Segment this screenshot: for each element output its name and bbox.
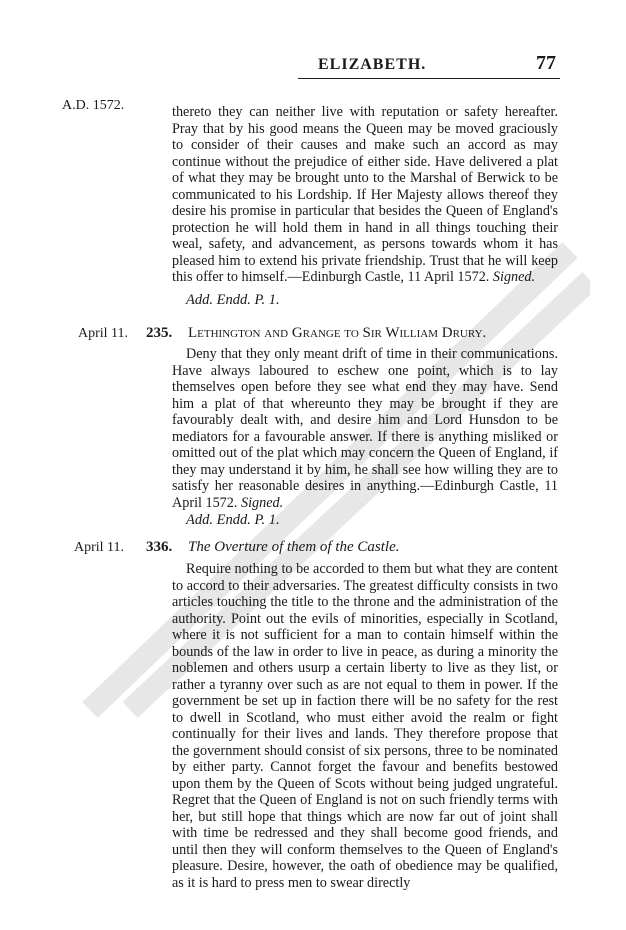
margin-year: A.D. 1572. (62, 98, 125, 113)
margin-date-235: April 11. (78, 326, 129, 341)
entry-body-235: Deny that they only meant drift of time in their communications. Have always laboured to eschew one point, which is to lay themselves open before they see what end they may have. Send him a plat of that whereunto they may be brought if they are favourably dealt with, and desire him and Lord Hunsdon to be mediators for a favourable answer. If there is anything misliked or omitted out of the plat which may concern the Queen of England, if they may understand it by him, he shall see how willing they are to satisfy her reasonable desires in anything.—Edinburgh Castle, 11 April 1572. (172, 346, 558, 511)
entry-body-336: Require nothing to be accorded to them but what they are content to accord to their adversaries. The greatest difficulty consists in two articles touching the title to the throne and the administration of the authority. Point out the evils of minorities, especially in Scotland, where it is not sufficient for a man to contain himself within the bounds of the law in order to live in peace, as during a minority the noblemen and others usurp a certain liberty to live as they list, or rather a tyranny over such as are not equal to them in power. If the government be set up in faction there will be no safety for the rest to dwell in Scotland, who must either avoid the realm or fight continually for their lives and lands. They therefore propose that the government should consist of six persons, three to be nominated by either party. Cannot forget the favour and benefits bestowed upon them by the Queen of Scots without being judged ungrateful. Regret that the Queen of England is not on such friendly terms with her, but still hope that things which are now far out of joint shall with time be redressed and they shall become good friends, and until then they will conform themselves to the Queen of England's pleasure. Desire, however, the oath of obedience may be qualified, as it is hard to press men to swear directly (172, 561, 558, 891)
header-rule (298, 78, 560, 79)
previous-entry-body: thereto they can neither live with reputation or safety hereafter. Pray that by his good means the Queen may be moved graciously to consider of their causes and make such an accord as may continue without the prejudice of either side. Have delivered a plat of what they may be brought unto to the Marshal of Berwick to be communicated to his Lordship. If Her Majesty allows thereof they desire his promise in particular that besides the Queen of England's protection he will hold them in hand in all things touching their weal, safety, and advancement, as persons towards whom it has pleased him to extend his private friendship. Trust that he will keep this offer to himself.—Edinburgh Castle, 11 April 1572. (172, 104, 558, 285)
entry-number-235: 235. (146, 325, 173, 341)
running-head: ELIZABETH. (318, 56, 427, 73)
entry-text-336 (172, 561, 558, 921)
previous-entry-signed: Signed. (492, 269, 536, 285)
entry-title-235: Lethington and Grange to Sir William Drury. (188, 325, 487, 341)
page-number: 77 (536, 52, 556, 74)
previous-entry-endorsement: Add. Endd. P. 1. (186, 292, 280, 308)
previous-entry-text (172, 104, 558, 290)
entry-endorsement-235: Add. Endd. P. 1. (186, 512, 280, 528)
entry-signed-235: Signed. (240, 494, 284, 511)
entry-text-235 (172, 346, 558, 511)
margin-date-336: April 11. (74, 540, 125, 555)
entry-title-336: The Overture of them of the Castle. (188, 539, 400, 555)
entry-number-336: 336. (146, 539, 173, 555)
